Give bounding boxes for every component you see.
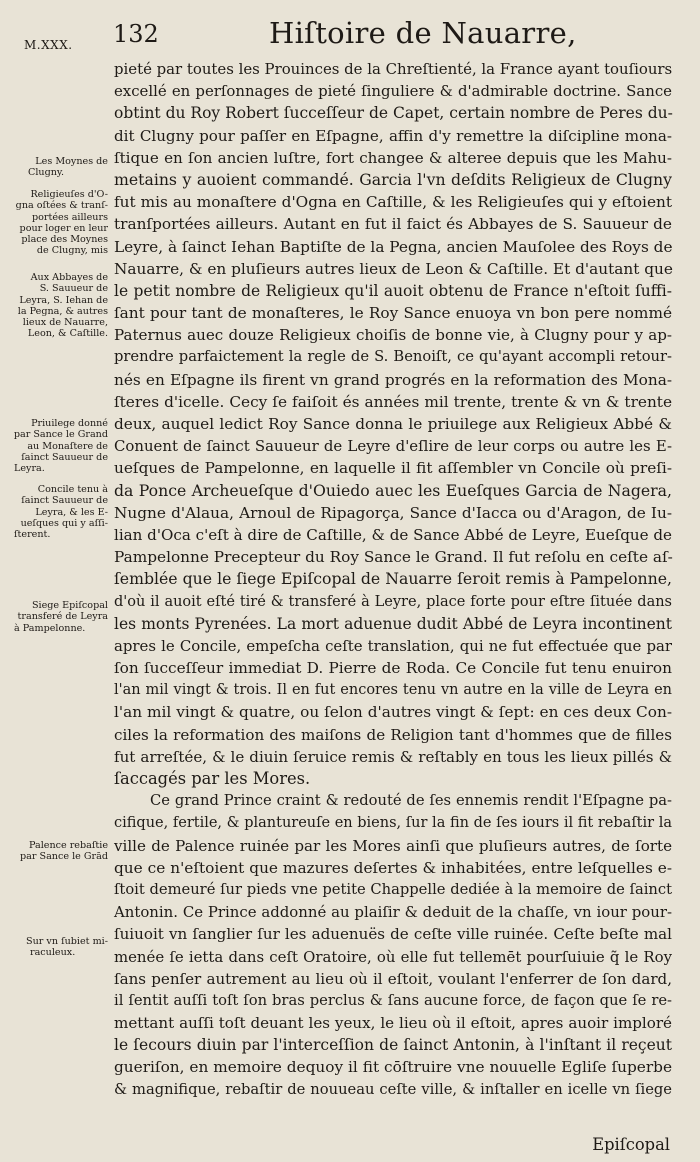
margin-note-line: raculeux. bbox=[30, 947, 76, 959]
margin-note-line: ſterent. bbox=[14, 529, 51, 541]
margin-note-line: place des Moynes bbox=[21, 234, 108, 246]
text-line: obtint du Roy Robert ſucceſſeur de Capet, certain nombre de Peres du- bbox=[114, 104, 673, 123]
text-line: d'où il auoit eſté tiré & transferé à Leyre, place forte pour eſtre ſituée dans bbox=[114, 593, 672, 610]
catchword: Epiſcopal bbox=[592, 1135, 670, 1154]
text-line: & magnifique, rebaſtir de nouueau ceſte ville, & inſtaller en icelle vn ſiege bbox=[114, 1080, 672, 1098]
margin-note-line: Sur vn ſubiet mi- bbox=[26, 936, 108, 947]
text-line: ſans penſer autrement au lieu où il eſtoit, voulant l'enferrer de ſon dard, bbox=[114, 969, 672, 988]
margin-note-line: portées ailleurs bbox=[32, 211, 108, 223]
margin-note-religieuses bbox=[10, 189, 108, 257]
text-line: da Ponce Archeueſque d'Ouiedo auec les Eueſques Garcia de Nagera, bbox=[114, 480, 672, 500]
text-line: ueſques de Pampelonne, en laquelle il fit aſſembler vn Concile où preſi- bbox=[114, 459, 672, 478]
text-line: lian d'Oca c'eſt à dire de Caſtille, & de Sance Abbé de Leyre, Eueſque de bbox=[114, 525, 672, 544]
text-line: ſant pour tant de monaſteres, le Roy Sance enuoya vn bon pere nommé bbox=[114, 304, 672, 323]
text-line: metains y auoient commandé. Garcia l'vn deſdits Religieux de Clugny bbox=[114, 169, 672, 189]
margin-note-moynes bbox=[10, 156, 108, 179]
margin-note-line: gna oſtées & tranſ- bbox=[15, 200, 108, 212]
text-line: ſuiuoit vn ſanglier ſur les aduenuës de ceſte ville ruinée. Ceſte beſte mal bbox=[114, 925, 672, 944]
margin-note-siege bbox=[10, 600, 108, 634]
margin-note-line: au Monaſtere de bbox=[27, 440, 108, 452]
text-line: pieté par toutes les Prouinces de la Chreſtienté, la France ayant touſiours bbox=[114, 60, 673, 78]
margin-note-line: Leon, & Caſtille. bbox=[27, 328, 108, 340]
text-line: ſteres d'icelle. Cecy ſe faiſoit és années mil trente, trente & vn & trente bbox=[114, 392, 672, 411]
margin-note-line: à Pampelonne. bbox=[14, 622, 86, 634]
text-line: dit Clugny pour paſſer en Eſpagne, affin d'y remettre la diſcipline mona- bbox=[114, 126, 672, 145]
text-line: cifique, fertile, & plantureuſe en biens, ſur la fin de ſes iours il fit rebaſtir la bbox=[114, 815, 672, 832]
page-number: 132 bbox=[113, 20, 159, 48]
margin-note-line: de Clugny, mis bbox=[36, 245, 108, 257]
text-line: ſemblée que le ſiege Epiſcopal de Nauarre ſeroit remis à Pampelonne, bbox=[114, 569, 672, 589]
margin-note-line: ſainct Sauueur de bbox=[21, 495, 108, 507]
text-line: ciles la reformation des maiſons de Religion tant d'hommes que de filles bbox=[114, 725, 672, 744]
margin-note-line: Priuilege donné bbox=[31, 418, 108, 429]
text-line: les monts Pyrenées. La mort aduenue dudit Abbé de Leyra incontinent bbox=[114, 614, 672, 633]
text-line: apres le Concile, empeſcha ceſte translation, qui ne fut effectuée que par bbox=[114, 636, 672, 655]
text-line: Paternus auec douze Religieux choiſis de bonne vie, à Clugny pour y ap- bbox=[114, 326, 672, 345]
margin-note-line: S. Sauueur de bbox=[39, 283, 108, 295]
text-line: Nugne d'Alaua, Arnoul de Ripagorça, Sance d'Iacca ou d'Aragon, de Iu- bbox=[114, 503, 672, 522]
margin-note-line: Leyra, S. Iehan de bbox=[19, 294, 108, 306]
text-line: Conuent de ſainct Sauueur de Leyre d'eſlire de leur corps ou autre les E- bbox=[114, 437, 672, 456]
text-line: ſon ſucceſſeur immediat D. Pierre de Roda. Ce Concile fut tenu enuiron bbox=[114, 659, 672, 678]
page-header bbox=[0, 0, 700, 56]
margin-note-line: lieux de Nauarre, bbox=[22, 317, 108, 329]
text-line: mettant auſſi toſt deuant les yeux, le lieu où il eſtoit, apres auoir imploré bbox=[114, 1014, 672, 1033]
margin-note-line: Clugny. bbox=[28, 167, 65, 179]
body-text bbox=[114, 58, 672, 1101]
margin-note-abbayes bbox=[10, 272, 108, 340]
text-line: il ſentit auſſi toſt ſon bras perclus & ſans aucune force, de façon que ſe re- bbox=[114, 991, 672, 1009]
text-line: fut arreſtée, & le diuin ſeruice remis & reſtably en tous les lieux pillés & bbox=[114, 747, 672, 766]
text-line: Nauarre, & en pluſieurs autres lieux de Leon & Caſtille. Et d'autant que bbox=[114, 259, 673, 278]
margin-note-line: Aux Abbayes de bbox=[30, 272, 108, 283]
margin-note-line: ſainct Sauueur de bbox=[21, 451, 108, 463]
text-line: excellé en perſonnages de pieté ſinguliere & d'admirable doctrine. Sance bbox=[114, 82, 672, 101]
text-line: l'an mil vingt & quatre, ou ſelon d'autres vingt & ſept: en ces deux Con- bbox=[114, 703, 672, 722]
text-line: fut mis au monaſtere d'Ogna en Caſtille, & les Religieuſes qui y eſtoient bbox=[114, 193, 672, 212]
margin-date: M.XXX. bbox=[24, 38, 73, 52]
margin-note-line: Concile tenu à bbox=[37, 484, 108, 495]
margin-note-concile bbox=[10, 484, 108, 540]
text-line: le ſecours diuin par l'interceſſion de ſainct Antonin, à l'inſtant il reçeut bbox=[114, 1036, 672, 1055]
margin-note-line: Leyra, & les E- bbox=[35, 506, 108, 518]
text-line: menée ſe ietta dans ceſt Oratoire, où elle fut tellemēt pourſuiuie q̃ le Roy bbox=[114, 947, 672, 966]
text-line: prendre parfaictement la regle de S. Benoiſt, ce qu'ayant accompli retour- bbox=[114, 348, 672, 366]
margin-note-line: ueſques qui y aſſi- bbox=[20, 517, 108, 529]
margin-note-line: Les Moynes de bbox=[35, 156, 108, 167]
margin-note-line: Palence rebaſtie bbox=[28, 840, 108, 851]
text-line: le petit nombre de Religieux qu'il auoit obtenu de France n'eſtoit ſuffi- bbox=[114, 281, 672, 300]
text-line: tranſportées ailleurs. Autant en fut il faict és Abbayes de S. Sauueur de bbox=[114, 215, 672, 234]
margin-note-line: transferé de Leyra bbox=[17, 611, 108, 623]
margin-note-miraculeux bbox=[10, 936, 108, 959]
text-line: Pampelonne Precepteur du Roy Sance le Grand. Il fut reſolu en ceſte aſ- bbox=[114, 548, 673, 567]
text-line: Ce grand Prince craint & redouté de ſes ennemis rendit l'Eſpagne pa- bbox=[150, 792, 672, 810]
text-line: Antonin. Ce Prince addonné au plaiſir & deduit de la chaſſe, vn iour pour- bbox=[114, 903, 672, 922]
text-line: ſtique en ſon ancien luſtre, fort changee & alteree depuis que les Mahu- bbox=[114, 148, 672, 167]
margin-note-line: pour loger en leur bbox=[19, 222, 108, 234]
text-line: que ce n'eſtoient que mazures deſertes & inhabitées, entre leſquelles e- bbox=[114, 858, 672, 877]
text-line: l'an mil vingt & trois. Il en fut encores tenu vn autre en la ville de Leyra en bbox=[114, 682, 672, 699]
margin-note-line: Siege Epiſcopal bbox=[31, 600, 108, 611]
text-line: ſaccagés par les Mores. bbox=[114, 769, 311, 788]
margin-note-line: par Sance le Grand bbox=[13, 429, 108, 441]
text-line: Leyre, à ſainct Iehan Baptiſte de la Pegna, ancien Mauſolee des Roys de bbox=[114, 237, 673, 256]
text-line: nés en Eſpagne ils firent vn grand progrés en la reformation des Mona- bbox=[114, 370, 672, 389]
margin-note-line: Leyra. bbox=[14, 463, 45, 475]
margin-note-palence bbox=[10, 840, 108, 863]
margin-note-line: Religieuſes d'O- bbox=[30, 189, 108, 200]
text-line: deux, auquel ledict Roy Sance donna le priuilege aux Religieux Abbé & bbox=[114, 415, 672, 433]
text-line: gueriſon, en memoire dequoy il fit cōſtruire vne nouuelle Egliſe ſuperbe bbox=[114, 1058, 672, 1077]
text-line: ſtoit demeuré ſur pieds vne petite Chappelle dediée à la memoire de ſainct bbox=[114, 880, 672, 898]
margin-note-privilege bbox=[10, 418, 108, 474]
text-line: ville de Palence ruinée par les Mores ainſi que pluſieurs autres, de ſorte bbox=[114, 836, 672, 855]
running-title: Hiſtoire de Nauarre, bbox=[269, 16, 577, 50]
margin-note-line: par Sance le Grād bbox=[20, 851, 108, 863]
margin-note-line: la Pegna, & autres bbox=[17, 305, 108, 317]
